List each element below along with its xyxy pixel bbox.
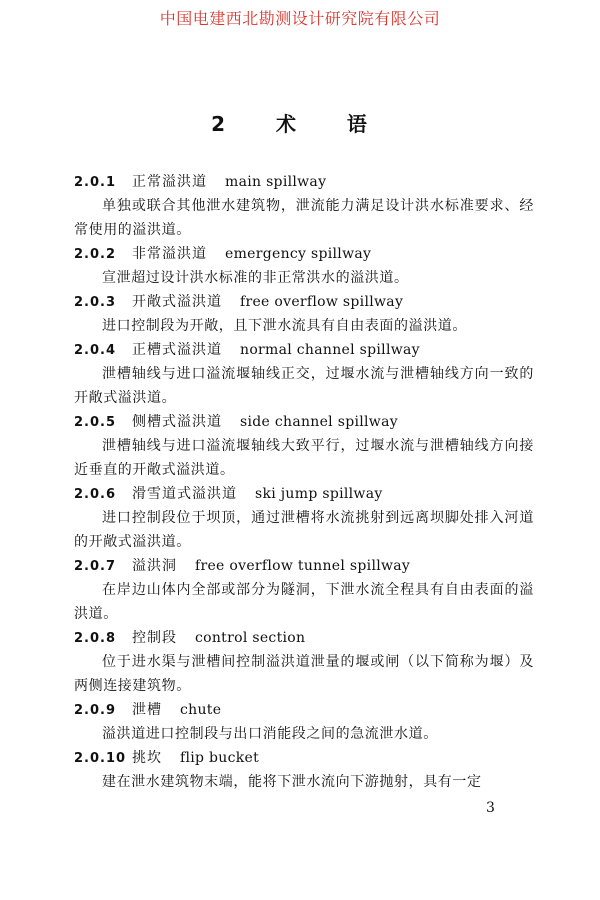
term-english: chute [180, 702, 222, 718]
term-chinese: 控制段 [132, 630, 177, 646]
term-chinese: 非常溢洪道 [132, 246, 207, 262]
term-definition: 泄槽轴线与进口溢流堰轴线正交，过堰水流与泄槽轴线方向一致的开敞式溢洪道。 [74, 366, 534, 406]
term-number: 2.0.3 [74, 295, 117, 310]
term-chinese: 侧槽式溢洪道 [132, 414, 222, 430]
term-english: emergency spillway [225, 246, 372, 262]
page-number: 3 [486, 800, 495, 816]
term-2-0-5 [74, 410, 534, 482]
term-2-0-9 [74, 698, 534, 746]
term-number: 2.0.4 [74, 343, 117, 358]
term-2-0-3 [74, 290, 534, 338]
term-definition: 泄槽轴线与进口溢流堰轴线大致平行，过堰水流与泄槽轴线方向接近垂直的开敞式溢洪道。 [74, 438, 534, 478]
term-2-0-7 [74, 554, 534, 626]
term-chinese: 泄槽 [132, 702, 162, 718]
term-english: free overflow spillway [240, 294, 404, 310]
term-definition: 建在泄水建筑物末端，能将下泄水流向下游抛射，具有一定 [102, 774, 482, 790]
term-number: 2.0.7 [74, 559, 117, 574]
term-2-0-6 [74, 482, 534, 554]
term-english: free overflow tunnel spillway [195, 558, 411, 574]
term-chinese: 溢洪洞 [132, 558, 177, 574]
term-2-0-1 [74, 170, 534, 242]
term-definition: 进口控制段位于坝顶，通过泄槽将水流挑射到远离坝脚处排入河道的开敞式溢洪道。 [74, 510, 534, 550]
term-definition: 宣泄超过设计洪水标准的非正常洪水的溢洪道。 [102, 270, 409, 286]
term-2-0-4 [74, 338, 534, 410]
watermark: 中国电建西北勘测设计研究院有限公司 [159, 9, 441, 28]
term-english: normal channel spillway [240, 342, 420, 358]
term-number: 2.0.2 [74, 247, 117, 262]
term-chinese: 正常溢洪道 [132, 174, 207, 190]
term-number: 2.0.9 [74, 703, 117, 718]
term-definition: 单独或联合其他泄水建筑物，泄流能力满足设计洪水标准要求、经常使用的溢洪道。 [74, 198, 534, 238]
term-2-0-8 [74, 626, 534, 698]
term-definition: 在岸边山体内全部或部分为隧洞，下泄水流全程具有自由表面的溢洪道。 [74, 582, 534, 622]
term-chinese: 正槽式溢洪道 [132, 342, 222, 358]
term-list [74, 170, 534, 794]
term-english: main spillway [225, 174, 327, 190]
term-number: 2.0.8 [74, 631, 117, 646]
term-english: control section [195, 630, 306, 646]
term-2-0-10 [74, 746, 534, 794]
term-definition: 位于进水渠与泄槽间控制溢洪道泄量的堰或闸（以下简称为堰）及两侧连接建筑物。 [74, 654, 534, 694]
term-chinese: 滑雪道式溢洪道 [132, 486, 237, 502]
term-number: 2.0.6 [74, 487, 117, 502]
term-definition: 溢洪道进口控制段与出口消能段之间的急流泄水道。 [102, 726, 438, 742]
term-number: 2.0.1 [74, 175, 117, 190]
term-number: 2.0.5 [74, 415, 117, 430]
term-chinese: 挑坎 [132, 750, 162, 766]
chapter-title: 2 术 语 [211, 112, 389, 136]
term-english: flip bucket [180, 750, 260, 766]
term-chinese: 开敞式溢洪道 [132, 294, 222, 310]
term-english: ski jump spillway [255, 486, 383, 502]
term-number: 2.0.10 [74, 751, 127, 766]
term-english: side channel spillway [240, 414, 398, 430]
term-2-0-2 [74, 242, 534, 290]
term-definition: 进口控制段为开敞，且下泄水流具有自由表面的溢洪道。 [102, 318, 467, 334]
